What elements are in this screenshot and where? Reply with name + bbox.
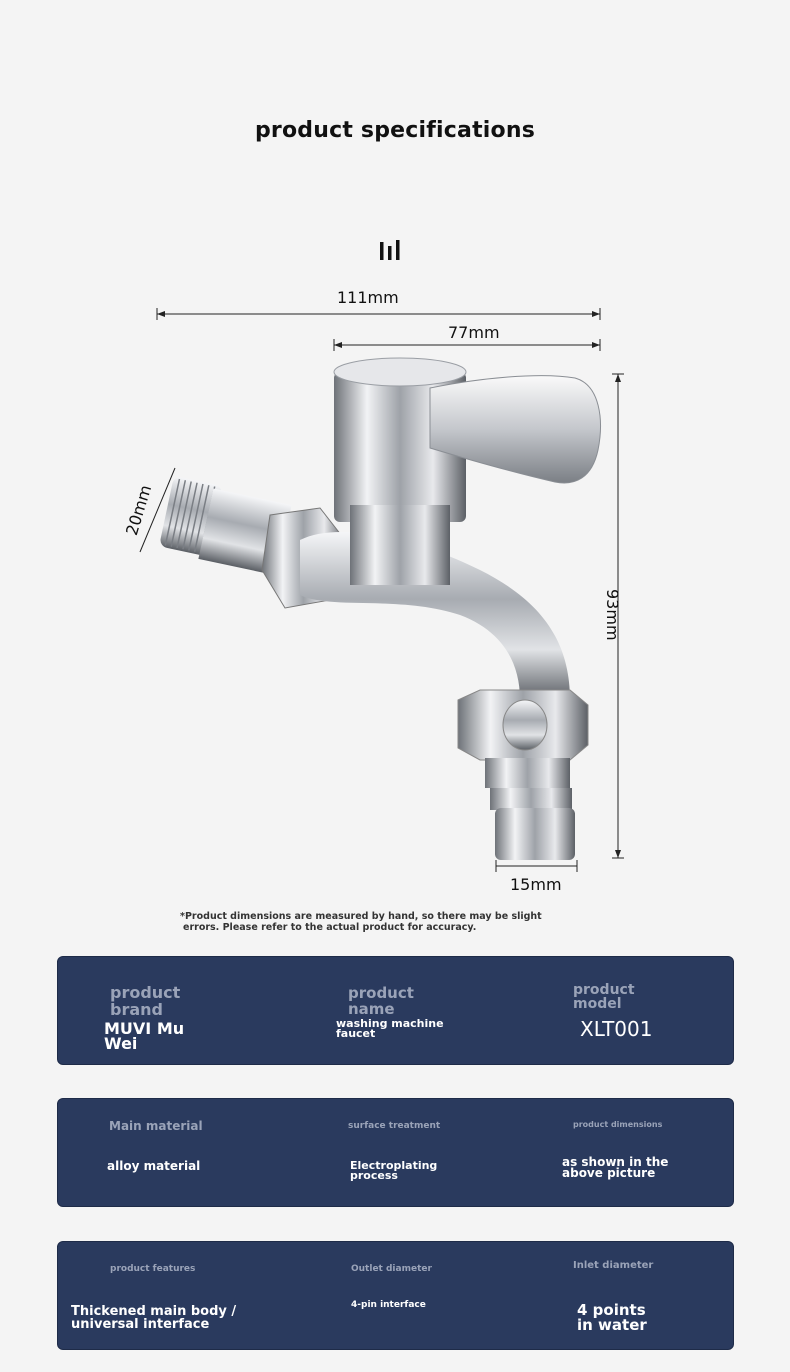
measurement-note <box>180 911 600 933</box>
spec-value-inlet: 4 points in water <box>577 1301 647 1334</box>
spec-value-name: washing machine faucet <box>336 1017 444 1040</box>
spec-label-inlet: Inlet diameter <box>573 1260 654 1271</box>
dimension-outlet: 15mm <box>510 875 562 894</box>
dimension-total-length: 111mm <box>337 288 399 307</box>
spec-label-model: product model <box>573 982 635 1012</box>
spec-value-dimensions: as shown in the above picture <box>562 1155 669 1180</box>
spec-panel-3 <box>57 1241 734 1350</box>
spec-value-model: XLT001 <box>580 1017 653 1041</box>
spec-value-features: Thickened main body / universal interface <box>71 1304 237 1332</box>
spec-panel-1 <box>57 956 734 1065</box>
spec-label-name: product name <box>348 984 414 1018</box>
note-line-1: *Product dimensions are measured by hand, so there may be slight <box>180 911 542 922</box>
spec-value-surface: Electroplating process <box>350 1159 438 1182</box>
spec-value-outlet: 4-pin interface <box>351 1300 426 1310</box>
spec-value-brand: MUVI Mu Wei <box>104 1019 185 1053</box>
spec-label-brand: product brand <box>110 983 181 1019</box>
title-decoration-icon <box>378 238 408 262</box>
faucet-image <box>100 300 620 880</box>
spec-panel-2 <box>57 1098 734 1207</box>
spec-label-dimensions: product dimensions <box>573 1120 663 1129</box>
spec-label-outlet: Outlet diameter <box>351 1264 432 1274</box>
spec-value-material: alloy material <box>107 1159 201 1173</box>
page-title: product specifications <box>254 118 535 143</box>
dimension-handle-length: 77mm <box>448 323 500 342</box>
spec-label-material: Main material <box>109 1119 203 1133</box>
note-line-2: errors. Please refer to the actual product for accuracy. <box>183 922 477 933</box>
dimension-height: 93mm <box>603 589 622 641</box>
dimension-inlet: 20mm <box>122 482 156 538</box>
spec-label-surface: surface treatment <box>348 1121 441 1131</box>
spec-label-features: product features <box>110 1264 196 1274</box>
